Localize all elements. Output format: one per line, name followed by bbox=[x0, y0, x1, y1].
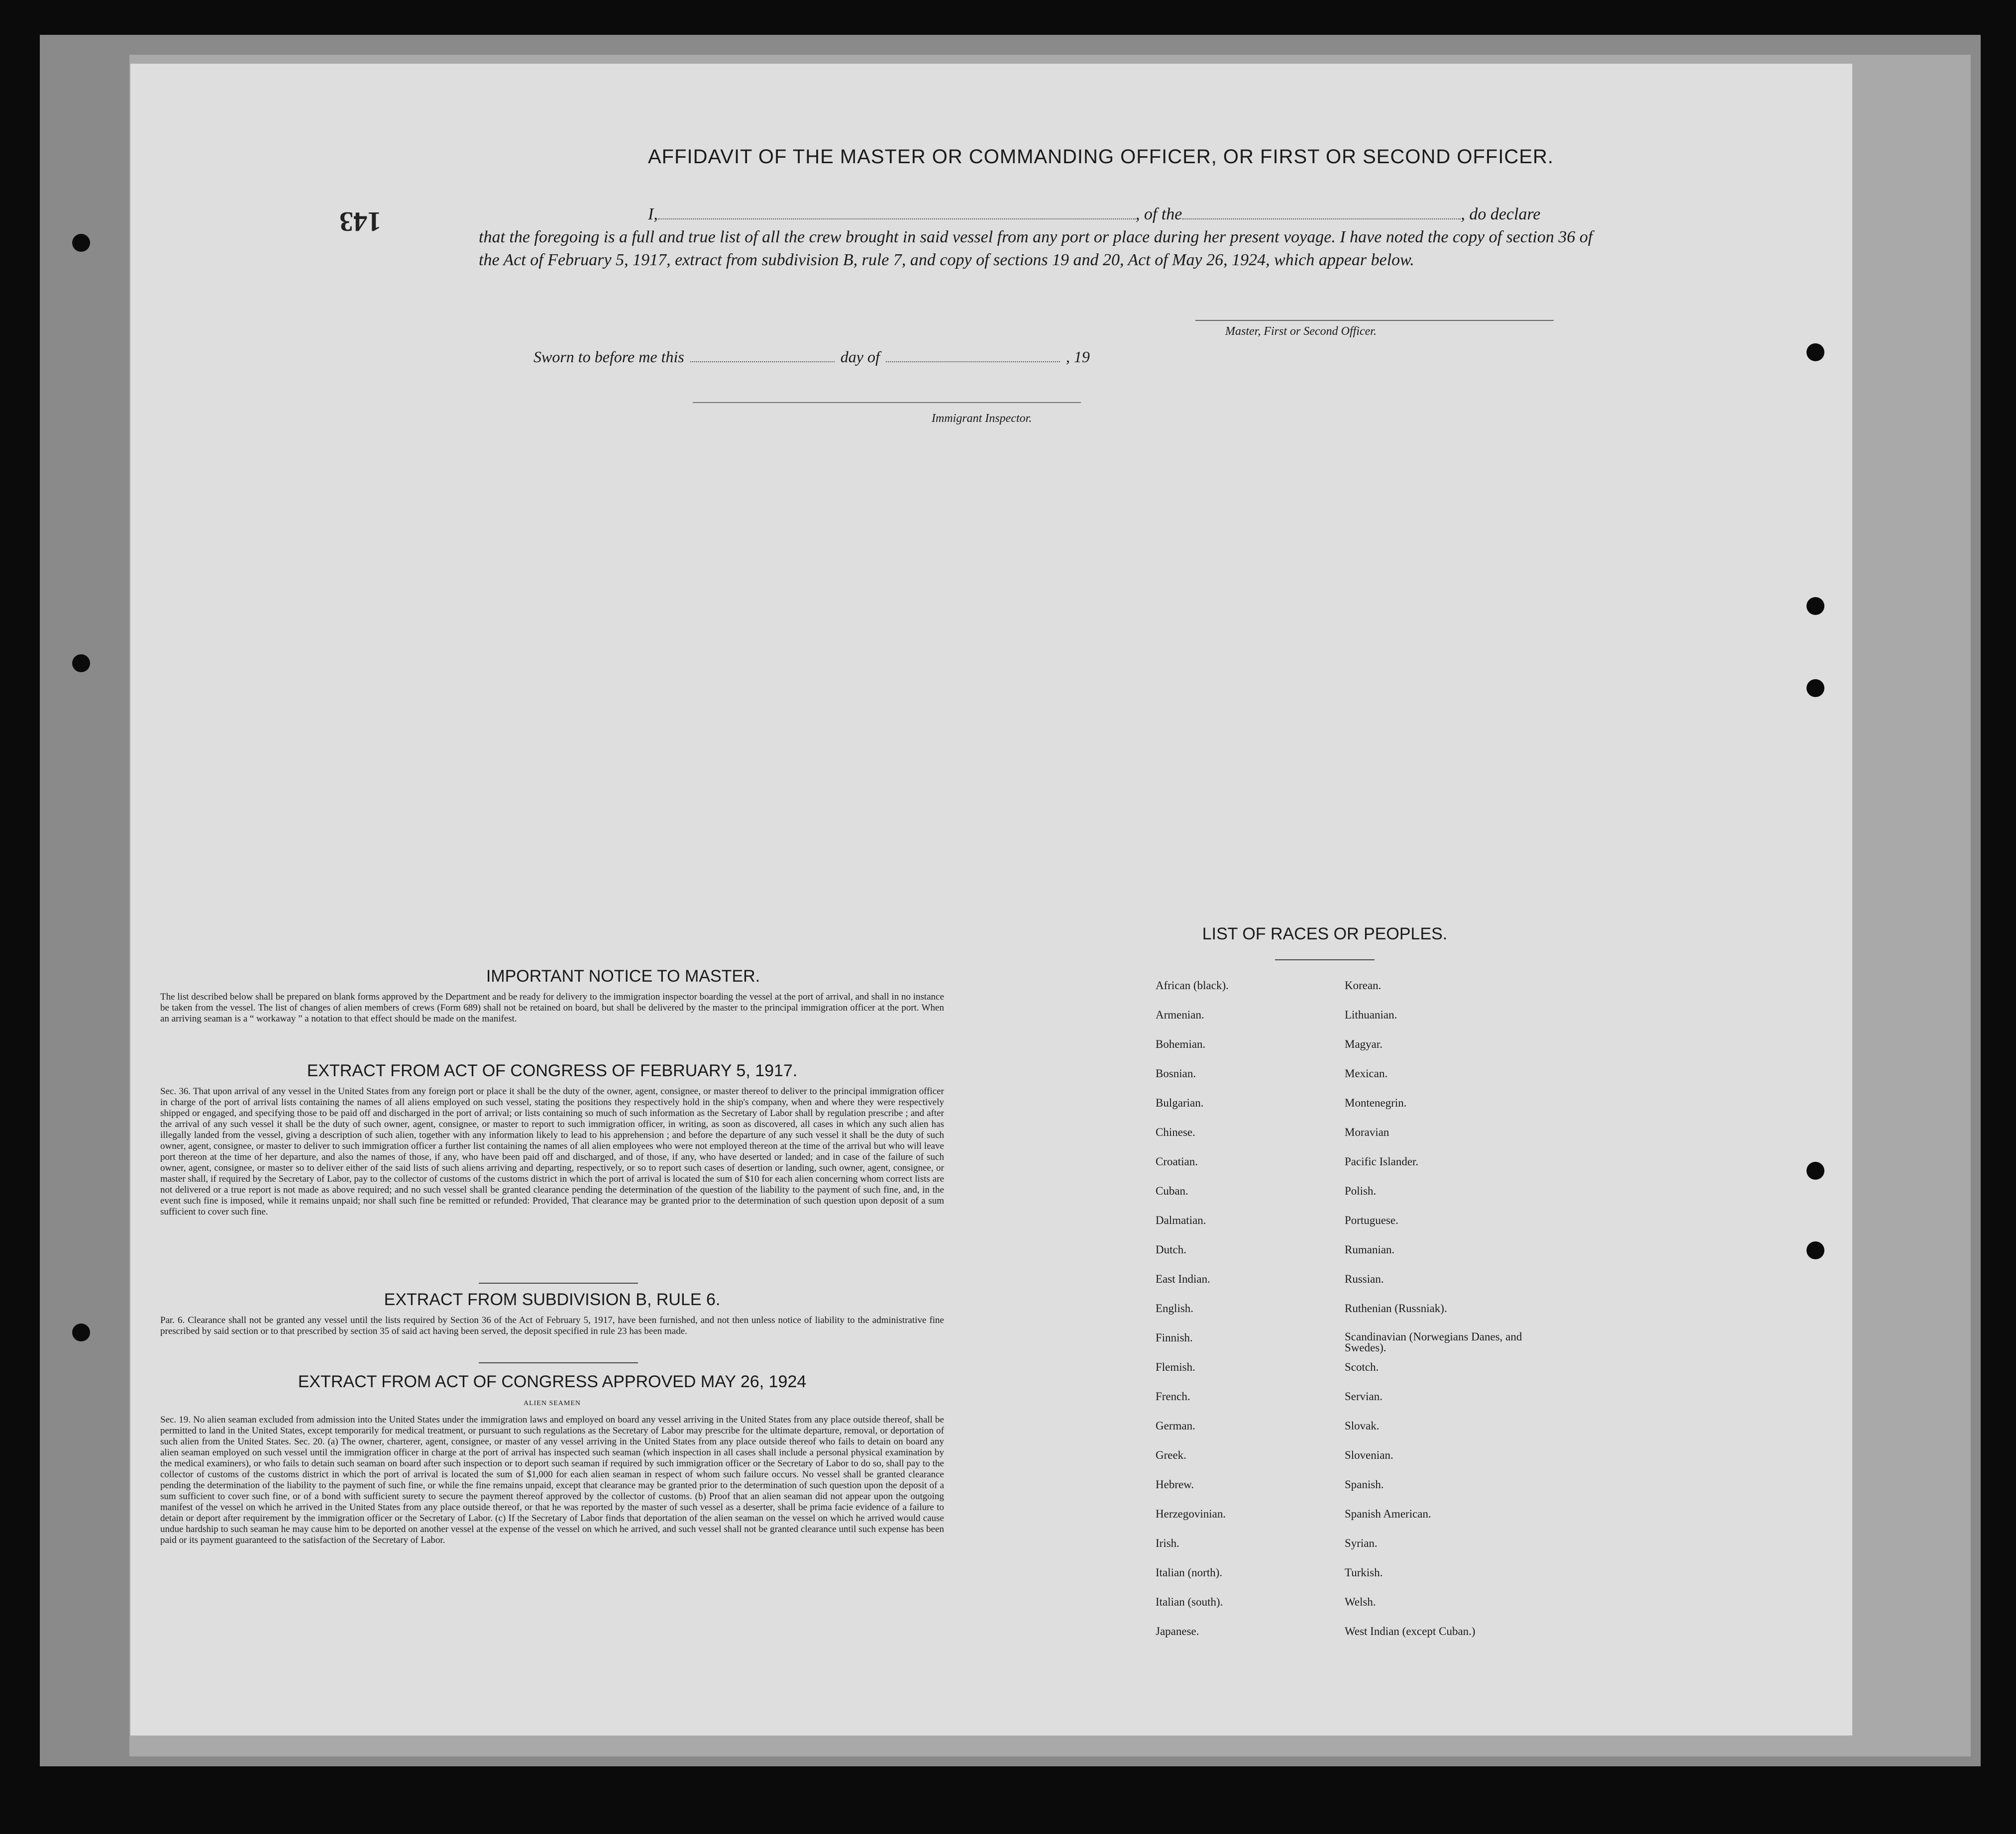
binder-hole bbox=[72, 1324, 90, 1341]
race-item: Japanese. bbox=[1156, 1625, 1199, 1637]
binder-hole bbox=[72, 234, 90, 252]
race-item: Dalmatian. bbox=[1156, 1214, 1206, 1226]
race-item: East Indian. bbox=[1156, 1273, 1210, 1285]
vessel-blank[interactable] bbox=[1182, 204, 1461, 219]
declaration-first-line bbox=[479, 203, 1623, 226]
race-item: Portuguese. bbox=[1345, 1214, 1398, 1226]
race-item: Montenegrin. bbox=[1345, 1097, 1407, 1109]
race-item: Armenian. bbox=[1156, 1009, 1204, 1021]
affidavit-declaration bbox=[479, 203, 1623, 272]
binder-hole bbox=[1806, 597, 1824, 615]
race-item: Turkish. bbox=[1345, 1566, 1383, 1579]
race-item: Croatian. bbox=[1156, 1155, 1198, 1168]
race-item: Bosnian. bbox=[1156, 1067, 1196, 1080]
races-left-column bbox=[1156, 979, 1305, 1654]
race-item: French. bbox=[1156, 1390, 1190, 1403]
race-item: Herzegovinian. bbox=[1156, 1508, 1226, 1520]
extract-rule6-title: EXTRACT FROM SUBDIVISION B, RULE 6. bbox=[384, 1290, 721, 1309]
race-item: Italian (north). bbox=[1156, 1566, 1223, 1579]
race-item: Slovak. bbox=[1345, 1420, 1379, 1432]
race-item: Scotch. bbox=[1345, 1361, 1379, 1373]
inspector-label: Immigrant Inspector. bbox=[932, 412, 1032, 425]
binder-hole bbox=[1806, 1241, 1824, 1259]
race-item: Servian. bbox=[1345, 1390, 1383, 1403]
race-item: Magyar. bbox=[1345, 1038, 1383, 1050]
race-item: West Indian (except Cuban.) bbox=[1345, 1625, 1476, 1637]
divider-rule bbox=[1275, 959, 1375, 960]
races-title: LIST OF RACES OR PEOPLES. bbox=[1202, 924, 1448, 943]
race-item: Ruthenian (Russniak). bbox=[1345, 1302, 1447, 1315]
extract-rule6-text: Par. 6. Clearance shall not be granted any vessel until the lists required by Section 36 of the Act of February 5, 1917, have been furnished, and not then unless notice of liability to the administrative fine prescribed by said section or to that prescribed by section 35 of said act having been served, the deposit specified in rule 23 has been made. bbox=[160, 1315, 944, 1336]
race-item: Spanish. bbox=[1345, 1478, 1384, 1491]
race-item: Dutch. bbox=[1156, 1243, 1186, 1256]
race-item: Lithuanian. bbox=[1345, 1009, 1397, 1021]
notice-text: The list described below shall be prepared on blank forms approved by the Department and be ready for delivery to the immigration inspector boarding the vessel at the port of arrival, and shall in no instance be taken from the vessel. The list of changes of alien members of crews (Form 689) shall not be retained on board, but shall be delivered by the master to the principal immigration officer at the port. When an arriving seaman is a “ workaway ” a notation to that effect should be made on the manifest. bbox=[160, 992, 944, 1024]
notice-title: IMPORTANT NOTICE TO MASTER. bbox=[486, 967, 760, 986]
race-item: Syrian. bbox=[1345, 1537, 1378, 1549]
extract-1924-subtitle: ALIEN SEAMEN bbox=[523, 1400, 581, 1407]
race-item: Bohemian. bbox=[1156, 1038, 1206, 1050]
race-item: Russian. bbox=[1345, 1273, 1384, 1285]
race-item: English. bbox=[1156, 1302, 1194, 1315]
race-item: Chinese. bbox=[1156, 1126, 1195, 1138]
affidavit-title: AFFIDAVIT OF THE MASTER OR COMMANDING OFFICER, OR FIRST OR SECOND OFFICER. bbox=[648, 146, 1554, 168]
divider-rule bbox=[479, 1362, 638, 1363]
sworn-day-of: day of bbox=[840, 348, 880, 366]
race-item: Cuban. bbox=[1156, 1185, 1188, 1197]
extract-1924-text: Sec. 19. No alien seaman excluded from admission into the United States under the immigration laws and employed on board any vessel arriving in the United States from any place outside thereof, shall be permitted to land in the United States, except temporarily for medical treatment, or pursuant to such regulations as the Secretary of Labor may prescribe for the ultimate departure, removal, or deportation of such alien from the United States. Sec. 20. (a) The owner, charterer, agent, consignee, or master of any vessel arriving in the United States from any place outside thereof who fails to detain on board any alien seaman employed on such vessel until the immigration officer in charge at the port of arrival has inspected such seaman (which inspection in all cases shall include a personal physical examination by the medical examiners), or who fails to detain such seaman on board after such inspection or to deport such seaman if required by such immigration officer or the Secretary of Labor to do so, shall pay to the collector of customs of the customs district in which the port of arrival is located the sum of $1,000 for each alien seaman in respect of whom such failure occurs. No vessel shall be granted clearance pending the determination of the liability to the payment of such fine, or while the fine remains unpaid, except that clearance may be granted prior to the determination of such question upon the deposit of a sum sufficient to cover such fine, or of a bond with sufficient surety to secure the payment thereof approved by the collector of customs. (b) Proof that an alien seaman did not appear upon the outgoing manifest of the vessel on which he arrived in the United States from any place outside thereof, or that he was reported by the master of such vessel as a deserter, shall be prima facie evidence of a failure to detain or deport after requirement by the immigration officer or the Secretary of Labor. (c) If the Secretary of Labor finds that deportation of the alien seaman on the vessel on which he arrived would cause undue hardship to such seaman he may cause him to be deported on another vessel at the expense of the vessel on which he arrived, and such vessel shall not be granted clearance until such expense has been paid or its payment guaranteed to the satisfaction of the Secretary of Labor. bbox=[160, 1415, 944, 1545]
sheet-number: 143 bbox=[339, 206, 381, 237]
sworn-month-blank[interactable] bbox=[886, 346, 1060, 362]
sworn-line bbox=[533, 346, 1090, 366]
affidavit-i: I, bbox=[648, 205, 658, 223]
extract-1924-title: EXTRACT FROM ACT OF CONGRESS APPROVED MAY 26, 1924 bbox=[298, 1372, 807, 1391]
master-signature-line[interactable] bbox=[1195, 320, 1554, 321]
races-right-column bbox=[1345, 979, 1554, 1654]
affidavit-of-the: , of the bbox=[1135, 205, 1182, 223]
binder-hole bbox=[72, 654, 90, 672]
race-item: Scandinavian (Norwegians Danes, and Swedes). bbox=[1345, 1330, 1522, 1354]
race-item: Pacific Islander. bbox=[1345, 1155, 1419, 1168]
affidavit-text: that the foregoing is a full and true list of all the crew brought in said vessel from any port or place during her present voyage. I have noted the copy of section 36 of the Act of February 5, 1917, extract from subdivision B, rule 7, and copy of sections 19 and 20, Act of May 26, 1924, which appear below. bbox=[479, 228, 1593, 269]
race-item: Moravian bbox=[1345, 1126, 1389, 1138]
race-item: Rumanian. bbox=[1345, 1243, 1395, 1256]
race-item: Spanish American. bbox=[1345, 1508, 1431, 1520]
race-item: Irish. bbox=[1156, 1537, 1179, 1549]
race-item: Bulgarian. bbox=[1156, 1097, 1204, 1109]
affidavit-do-declare: , do declare bbox=[1461, 205, 1541, 223]
binder-hole bbox=[1806, 343, 1824, 361]
inspector-signature-line[interactable] bbox=[693, 402, 1081, 403]
race-item: German. bbox=[1156, 1420, 1195, 1432]
race-item: Welsh. bbox=[1345, 1596, 1376, 1608]
race-item: Greek. bbox=[1156, 1449, 1186, 1461]
race-item: Slovenian. bbox=[1345, 1449, 1393, 1461]
race-item: Italian (south). bbox=[1156, 1596, 1223, 1608]
race-item: African (black). bbox=[1156, 979, 1229, 992]
sworn-prefix: Sworn to before me this bbox=[533, 348, 684, 366]
master-label: Master, First or Second Officer. bbox=[1225, 325, 1377, 338]
sworn-day-blank[interactable] bbox=[690, 346, 835, 362]
race-item: Korean. bbox=[1345, 979, 1381, 992]
sworn-year: , 19 bbox=[1065, 348, 1090, 366]
extract-1917-text: Sec. 36. That upon arrival of any vessel in the United States from any foreign port or place it shall be the duty of the owner, agent, consignee, or master thereof to deliver to the principal immigration officer in charge of the port of arrival lists containing the names of all aliens employed on such vessel, stating the positions they respectively hold in the ship's company, when and where they were respectively shipped or engaged, and specifying those to be paid off and discharged in the port of arrival; or lists containing so much of such information as the Secretary of Labor shall by regulation prescribe ; and after the arrival of any such vessel it shall be the duty of such owner, agent, consignee, or master to report to such immigration officer, in writing, as soon as discovered, all cases in which any such alien has illegally landed from the vessel, giving a description of such alien, together with any information likely to lead to his apprehension ; and before the departure of any such vessel it shall be the duty of such owner, agent, consignee, or master to deliver to such immigration officer a further list containing the names of all alien employees who were not employed thereon at the time of the arrival but who will leave port thereon at the time of her departure, and also the names of those, if any, who have been paid off and discharged, and of those, if any, who have deserted or landed; and in case of the failure of such owner, agent, consignee, or master so to deliver either of the said lists of such aliens arriving and departing, respectively, or so to report such cases of desertion or landing, such owner, agent, consignee, or master shall, if required by the Secretary of Labor, pay to the collector of customs of the customs district in which the port of arrival is located the sum of $10 for each alien concerning whom correct lists are not delivered or a true report is not made as above required; and no such vessel shall be granted clearance pending the determination of the question of the liability to the payment of such fine, and, in the event such fine is imposed, while it remains unpaid; nor shall such fine be remitted or refunded: Provided, That clearance may be granted prior to the determination of such question upon deposit of a sum sufficient to cover such fine. bbox=[160, 1086, 944, 1217]
race-item: Hebrew. bbox=[1156, 1478, 1194, 1491]
binder-hole bbox=[1806, 679, 1824, 697]
race-item: Flemish. bbox=[1156, 1361, 1195, 1373]
race-item: Finnish. bbox=[1156, 1331, 1193, 1344]
divider-rule bbox=[479, 1283, 638, 1284]
race-item: Polish. bbox=[1345, 1185, 1377, 1197]
race-item: Mexican. bbox=[1345, 1067, 1388, 1080]
name-blank[interactable] bbox=[658, 204, 1136, 219]
extract-1917-title: EXTRACT FROM ACT OF CONGRESS OF FEBRUARY 5, 1917. bbox=[307, 1061, 798, 1080]
document-page bbox=[130, 64, 1852, 1735]
binder-hole bbox=[1806, 1162, 1824, 1180]
